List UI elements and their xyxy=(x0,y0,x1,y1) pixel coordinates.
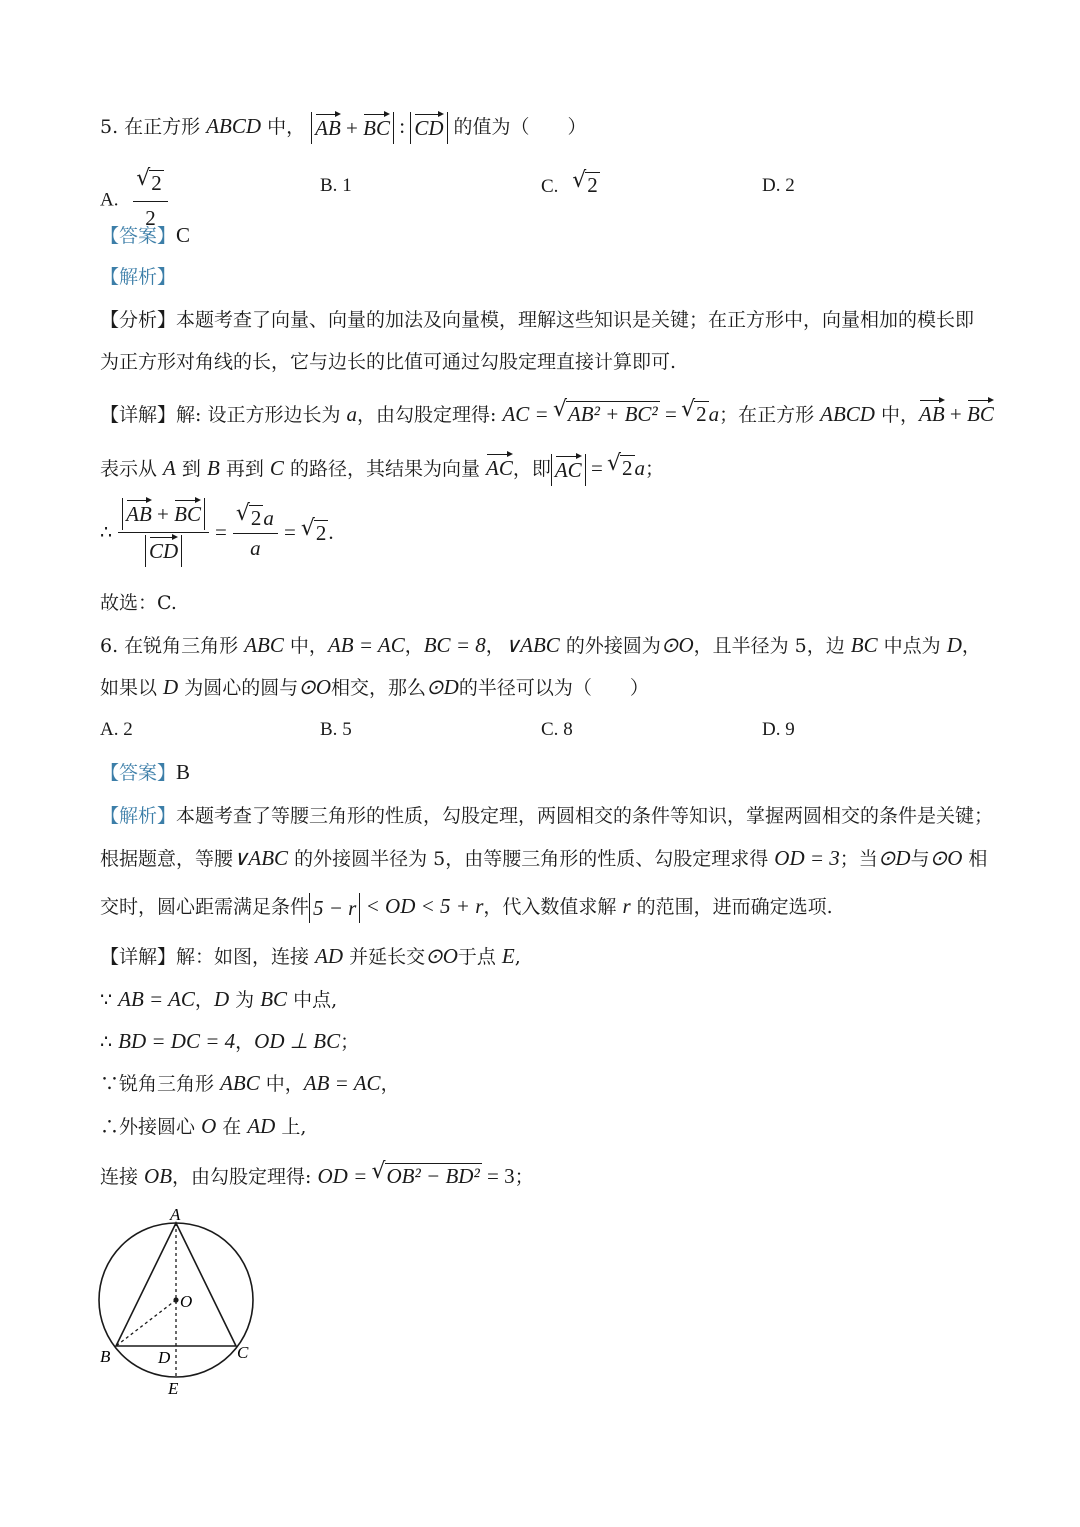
answer-value: B xyxy=(176,760,191,784)
detail-text: 上, xyxy=(275,1116,307,1138)
od-perp-bc: OD ⊥ BC xyxy=(254,1029,341,1053)
fenxi-text: 本题考查了向量、向量的加法及向量模，理解这些知识是关键；在正方形中，向量相加的模长即 xyxy=(176,309,975,331)
label-d: D xyxy=(158,1348,171,1367)
var-a: a xyxy=(263,505,274,530)
ab-eq-ac: AB = AC xyxy=(327,633,405,657)
analysis-text: 与 xyxy=(910,848,930,870)
q6-option-b xyxy=(320,716,352,744)
segment-ob: OB xyxy=(144,1164,173,1188)
circle-o: ⊙O xyxy=(660,633,694,657)
ac-equals: AC = xyxy=(502,402,554,426)
plus-sign: + xyxy=(944,402,967,426)
q6-stem-text: ， xyxy=(961,635,981,657)
q5-stem-text: 的值为（ ） xyxy=(447,116,587,138)
detail-text: ， xyxy=(380,1073,400,1095)
answer-tag: 【答案】 xyxy=(100,762,177,784)
segment-bc: BC xyxy=(260,987,288,1011)
analysis-text: 交时，圆心距需满足条件 xyxy=(100,896,310,918)
detail-text: 到 xyxy=(175,458,207,480)
q6-option-a xyxy=(100,716,133,744)
q5-option-c xyxy=(541,172,600,201)
detail-text: ； xyxy=(514,1166,534,1188)
q5-stem-text: 5. 在正方形 xyxy=(100,116,207,138)
q5-fenxi-line2 xyxy=(100,348,676,376)
point-o: O xyxy=(201,1114,217,1138)
detail-text: 在 xyxy=(216,1116,248,1138)
because-symbol: ∵ xyxy=(100,1073,120,1095)
q6-stem-text: 的半径可以为（ ） xyxy=(458,677,649,699)
detail-tag: 【详解】 xyxy=(100,946,177,968)
detail-text: 锐角三角形 xyxy=(119,1073,221,1095)
comma: ， xyxy=(485,635,505,657)
detail-text: 于点 xyxy=(457,946,502,968)
detail-text: 再到 xyxy=(219,458,270,480)
period: . xyxy=(328,520,334,544)
label-c: C xyxy=(237,1343,249,1362)
var-a: a xyxy=(250,535,261,560)
q6-detail-line2 xyxy=(100,985,337,1014)
segment-bc: BC xyxy=(850,633,878,657)
q6-detail-line3 xyxy=(100,1027,359,1056)
therefore-symbol: ∴ xyxy=(100,1116,120,1138)
sqrt-ob-bd: √ OB² − BD² xyxy=(385,1163,482,1188)
q6-stem-line1 xyxy=(100,631,981,660)
analysis-text: 相 xyxy=(962,848,988,870)
option-value: 2 xyxy=(123,719,133,740)
comma: ， xyxy=(404,635,424,657)
option-letter: C. xyxy=(541,719,559,740)
vector-bc: BC xyxy=(174,498,201,526)
vector-ab: AB xyxy=(919,398,945,426)
label-o: O xyxy=(180,1292,193,1311)
triangle-symbol-abc: ∨ABC xyxy=(233,846,289,870)
abs-5-minus-r: 5 − r xyxy=(309,893,360,923)
therefore-symbol: ∴ xyxy=(100,1031,113,1053)
q5-fenxi-line1 xyxy=(100,306,974,334)
plus-sign: + xyxy=(340,116,364,140)
answer-tag: 【答案】 xyxy=(100,225,177,247)
q5-square-name: ABCD xyxy=(206,114,262,138)
q6-option-c xyxy=(541,716,573,744)
option-letter: D. xyxy=(762,719,781,740)
vector-ab: AB xyxy=(126,498,152,526)
q5-option-b xyxy=(320,172,352,200)
q5-detail-line1 xyxy=(100,398,994,429)
colon: : xyxy=(393,114,411,138)
q6-stem-text: 中， xyxy=(283,635,328,657)
label-e: E xyxy=(168,1379,179,1398)
detail-text: 为 xyxy=(229,989,261,1011)
vector-bc: BC xyxy=(967,398,994,426)
q5-ratio-equation xyxy=(100,498,334,567)
therefore-symbol: ∴ xyxy=(100,521,113,544)
circle-o: ⊙O xyxy=(929,846,963,870)
option-value: 2 xyxy=(785,175,795,196)
analysis-text: ；当 xyxy=(839,848,878,870)
analysis-text: 根据题意，等腰 xyxy=(100,848,234,870)
detail-text: 表示从 xyxy=(100,458,164,480)
detail-text: ； xyxy=(645,458,665,480)
detail-text: ；在正方形 xyxy=(719,404,821,426)
q6-answer xyxy=(100,758,190,787)
analysis-tag: 【解析】 xyxy=(100,805,177,827)
vector-cd: CD xyxy=(149,535,178,563)
q6-stem-text: 相交，那么 xyxy=(331,677,427,699)
answer-value: C xyxy=(176,223,191,247)
segment-ad: AD xyxy=(315,944,344,968)
q5-analysis-heading xyxy=(100,263,176,291)
q6-detail-line5 xyxy=(100,1112,306,1141)
sqrt-2: √ 2 xyxy=(249,505,264,530)
option-value: 1 xyxy=(342,175,352,196)
option-value: 9 xyxy=(785,719,795,740)
vector-bc: BC xyxy=(363,112,390,140)
q6-analysis-line1 xyxy=(100,802,993,830)
detail-text: 连接 xyxy=(100,1166,145,1188)
option-letter: B. xyxy=(320,719,338,740)
triangle-abc: ABC xyxy=(220,1071,260,1095)
detail-text: , xyxy=(514,946,521,968)
vector-ab: AB xyxy=(315,112,341,140)
point-a: A xyxy=(163,456,176,480)
equals: = xyxy=(215,520,227,544)
analysis-text: ，代入数值求解 xyxy=(483,896,623,918)
bc-eq-8: BC = 8 xyxy=(423,633,486,657)
equals: = xyxy=(283,520,296,544)
inequality: < OD < 5 + r xyxy=(360,894,484,918)
q6-detail-line1 xyxy=(100,942,521,971)
detail-text: ， xyxy=(235,1031,255,1053)
geometry-figure xyxy=(90,1200,270,1400)
circle-d: ⊙D xyxy=(877,846,911,870)
result-3: = 3 xyxy=(481,1164,515,1188)
detail-text: 解: 设正方形边长为 xyxy=(176,404,347,426)
segment-ob xyxy=(116,1300,176,1346)
q6-stem-text: ，且半径为 5，边 xyxy=(693,635,851,657)
ab-eq-ac: AB = AC xyxy=(118,987,195,1011)
option-letter: B. xyxy=(320,175,338,196)
square-name: ABCD xyxy=(820,402,875,426)
option-letter: C. xyxy=(541,176,559,197)
q6-option-d xyxy=(762,716,795,744)
detail-text: ，即 xyxy=(512,458,551,480)
detail-text: 外接圆心 xyxy=(119,1116,202,1138)
q6-detail-line6 xyxy=(100,1162,534,1191)
q6-analysis-line3 xyxy=(100,892,833,923)
option-letter: A. xyxy=(100,719,119,740)
q6-stem-text: 中点为 xyxy=(877,635,947,657)
point-c: C xyxy=(269,456,284,480)
q6-analysis-line2 xyxy=(100,844,987,873)
analysis-tag: 【解析】 xyxy=(100,266,177,288)
sqrt-2: √ 2 xyxy=(149,170,164,195)
bd-eq-dc: BD = DC = 4 xyxy=(118,1029,236,1053)
analysis-text: 的外接圆半径为 5，由等腰三角形的性质、勾股定理求得 xyxy=(288,848,775,870)
q5-detail-line2 xyxy=(100,452,664,486)
q6-stem-text: 的外接圆为 xyxy=(559,635,661,657)
detail-text: ，由勾股定理得: xyxy=(357,404,503,426)
analysis-text: 本题考查了等腰三角形的性质，勾股定理，两圆相交的条件等知识，掌握两圆相交的条件是关键； xyxy=(176,805,994,827)
because-symbol: ∵ xyxy=(100,989,113,1011)
detail-text: 中， xyxy=(874,404,919,426)
var-a: a xyxy=(346,402,357,426)
triangle-abc: ABC xyxy=(244,633,284,657)
od-eq-3: OD = 3 xyxy=(774,846,840,870)
q6-detail-line4 xyxy=(100,1069,400,1098)
sqrt2a-over-a xyxy=(233,505,278,561)
sqrt-2: √ 2 xyxy=(620,455,635,480)
circle-o: ⊙O xyxy=(425,944,458,968)
equals: = xyxy=(659,402,683,426)
q6-stem-text: 如果以 xyxy=(100,677,164,699)
detail-text: 解：如图，连接 xyxy=(176,946,316,968)
q6-stem-text: 为圆心的圆与 xyxy=(178,677,299,699)
q5-stem xyxy=(100,112,587,144)
q5-choose xyxy=(100,589,177,617)
detail-text: ， xyxy=(194,989,214,1011)
option-value: 8 xyxy=(563,719,573,740)
vector-cd: CD xyxy=(414,112,443,140)
option-letter: D. xyxy=(762,175,781,196)
detail-text: 中点, xyxy=(287,989,338,1011)
option-letter: A. xyxy=(100,189,119,211)
point-d: D xyxy=(946,633,962,657)
circle-d: ⊙D xyxy=(426,675,459,699)
fenxi-text: 为正方形对角线的长，它与边长的比值可通过勾股定理直接计算即可. xyxy=(100,351,677,373)
abs-ac xyxy=(551,454,586,486)
point-d: D xyxy=(213,987,230,1011)
q6-stem-line2 xyxy=(100,673,649,702)
od-equals: OD = xyxy=(317,1164,373,1188)
label-b: B xyxy=(100,1347,111,1366)
circle-o: ⊙O xyxy=(298,675,332,699)
q5-answer xyxy=(100,221,190,250)
var-a: a xyxy=(708,402,720,426)
q5-option-d xyxy=(762,172,795,200)
detail-text: 并延长交 xyxy=(343,946,426,968)
fenxi-tag: 【分析】 xyxy=(100,309,177,331)
q5-abs-cd xyxy=(410,112,447,144)
ab-eq-ac: AB = AC xyxy=(303,1071,381,1095)
sqrt-ab-bc: √ AB² + BC² xyxy=(566,401,660,426)
sqrt-2: √ 2 xyxy=(314,520,329,545)
segment-ad: AD xyxy=(247,1114,276,1138)
option-value: 5 xyxy=(342,719,352,740)
point-d: D xyxy=(163,675,179,699)
center-point-o xyxy=(173,1297,178,1302)
point-e: E xyxy=(501,944,515,968)
detail-text: ； xyxy=(340,1031,360,1053)
label-a: A xyxy=(170,1205,181,1224)
q5-abs-sum xyxy=(311,112,394,144)
detail-text: 中， xyxy=(259,1073,304,1095)
vector-ac: AC xyxy=(555,454,582,482)
vector-ac: AC xyxy=(486,452,513,480)
detail-tag: 【详解】 xyxy=(100,404,177,426)
equals: = xyxy=(585,456,609,480)
q5-stem-text: 中， xyxy=(261,116,306,138)
detail-text: ，由勾股定理得: xyxy=(172,1166,318,1188)
sqrt-2: √ 2 xyxy=(694,401,709,426)
denominator: 2 xyxy=(145,206,156,230)
choose-text: 故选：C. xyxy=(100,592,177,614)
var-a: a xyxy=(634,456,646,480)
var-r: r xyxy=(622,894,631,918)
sqrt-2: √ 2 xyxy=(585,172,600,197)
ratio-fraction xyxy=(118,498,209,567)
q6-stem-text: 6. 在锐角三角形 xyxy=(100,635,245,657)
analysis-text: 的范围，进而确定选项. xyxy=(630,896,833,918)
triangle-symbol-abc: ∨ABC xyxy=(504,633,560,657)
point-b: B xyxy=(206,456,220,480)
plus-sign: + xyxy=(151,502,175,526)
detail-text: 的路径，其结果为向量 xyxy=(283,458,486,480)
